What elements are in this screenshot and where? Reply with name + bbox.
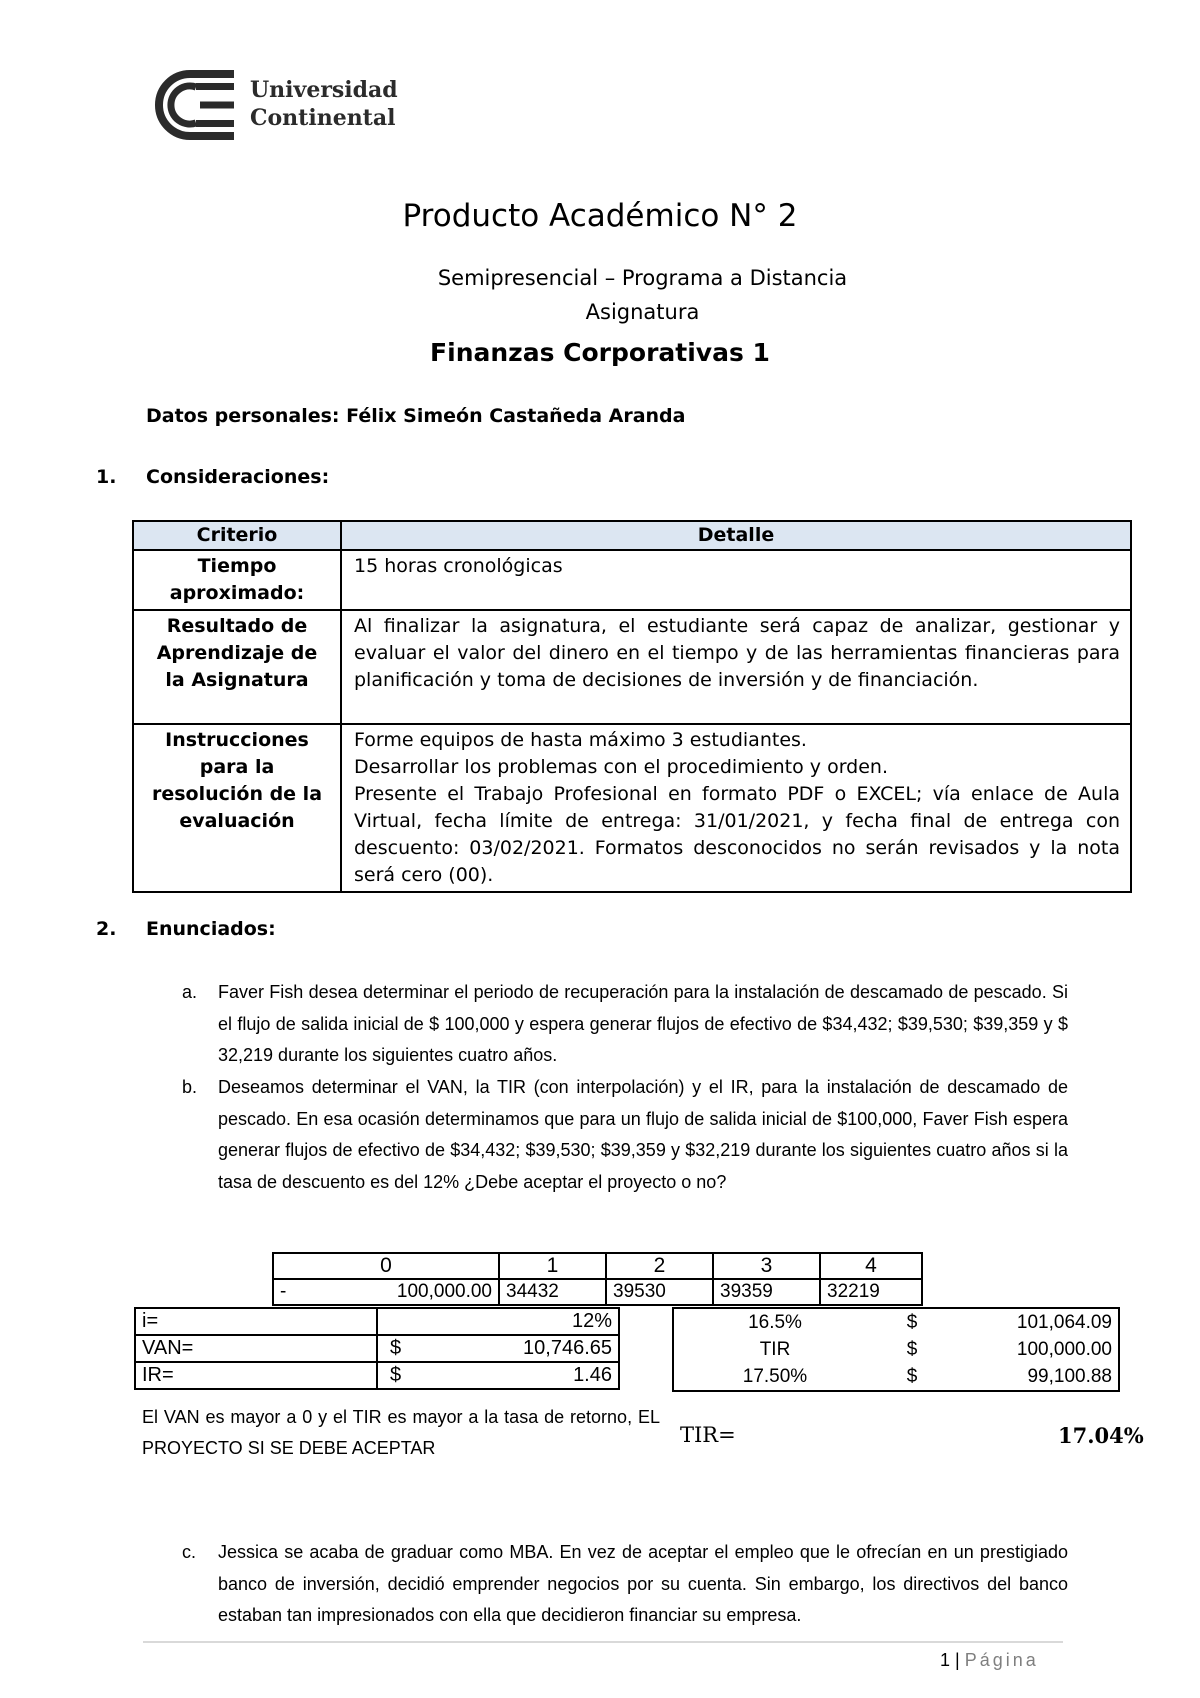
table-row — [135, 1362, 619, 1389]
period-cell: 1 — [499, 1253, 606, 1279]
van-value: 10,746.65 — [523, 1337, 612, 1359]
item-letter-c: c. — [182, 1542, 197, 1562]
rate-cell: 17.50% — [742, 1365, 808, 1387]
rate-cell: TIR — [759, 1338, 791, 1360]
col-detalle: Detalle — [341, 521, 1131, 550]
criterio-line: evaluación — [179, 810, 295, 832]
currency-cell: $ — [906, 1365, 918, 1387]
tir-value: 17.04% — [1058, 1423, 1144, 1448]
flow-value: 32219 — [820, 1279, 922, 1305]
period-cell: 3 — [713, 1253, 820, 1279]
ir-currency: $ — [390, 1364, 402, 1386]
university-logo-text — [250, 76, 398, 132]
flow-value: 34432 — [499, 1279, 606, 1305]
initial-outflow-cell — [273, 1279, 499, 1305]
criterio-line: Aprendizaje de — [156, 642, 318, 664]
footer-divider — [143, 1641, 1063, 1643]
detalle-cell — [341, 610, 1131, 724]
section-2-number: 2. — [96, 918, 117, 940]
criterio-line: Resultado de — [166, 615, 308, 637]
criterio-line: la Asignatura — [165, 669, 309, 691]
document-title: Producto Académico N° 2 — [402, 198, 798, 234]
table-row — [673, 1363, 1119, 1391]
item-text-b: Deseamos determinar el VAN, la TIR (con interpolación) y el IR, para la instalación de descamado de pescado. En esa ocasión determinamos que para un flujo de salida inicial de $100,000, Faver Fish espera generar flujos de efectivo de $34,432; $39,530; $39,359 y $32,219 durante los siguientes cuatro años si la tasa de descuento es del 12% ¿Debe aceptar el proyecto o no? — [218, 1077, 1068, 1192]
considerations-table — [132, 520, 1132, 893]
page-label: Página — [964, 1650, 1039, 1670]
period-row — [273, 1253, 922, 1279]
value-cell: 101,064.09 — [1016, 1311, 1112, 1333]
detalle-line: Presente el Trabajo Profesional en formato PDF o EXCEL; vía enlace de Aula Virtual, fecha límite de entrega: 31/01/2021, y fecha final de entrega con descuento: 03/02/2021. Formatos desconocidos no serán revisados y la nota será cero (00). — [354, 783, 1120, 886]
table-row — [135, 1308, 619, 1335]
footer-separator: | — [955, 1650, 960, 1670]
ir-value-cell — [377, 1362, 619, 1389]
subject-label: Asignatura — [585, 300, 700, 324]
section-2-title: Enunciados: — [146, 918, 276, 940]
ir-label: IR= — [135, 1362, 377, 1389]
detalle-line: Forme equipos de hasta máximo 3 estudiantes. — [354, 729, 807, 751]
period-cell: 0 — [273, 1253, 499, 1279]
criterio-cell — [133, 550, 341, 610]
item-text-a: Faver Fish desea determinar el periodo de recuperación para la instalación de descamado de pescado. Si el flujo de salida inicial de $ 100,000 y espera generar flujos de efectivo de $34,432; $39,530; $39,359 y $ 32,219 durante los siguientes cuatro años. — [218, 982, 1068, 1065]
metrics-table — [134, 1307, 620, 1390]
currency-cell: $ — [906, 1338, 918, 1360]
tir-label: TIR= — [680, 1423, 736, 1447]
i-value: 12% — [377, 1308, 619, 1335]
table-row — [135, 1335, 619, 1362]
page-footer — [940, 1650, 1039, 1671]
logo-line-1: Universidad — [250, 77, 398, 103]
university-logo-icon — [142, 70, 242, 140]
van-label: VAN= — [135, 1335, 377, 1362]
criterio-line: para la — [199, 756, 275, 778]
ir-value: 1.46 — [573, 1364, 612, 1386]
page-number: 1 — [940, 1650, 951, 1670]
period-cell: 2 — [606, 1253, 713, 1279]
table-row — [673, 1336, 1119, 1363]
criterio-line: Tiempo — [197, 555, 277, 577]
van-value-cell — [377, 1335, 619, 1362]
cash-flow-row — [273, 1279, 922, 1305]
flow-value: 39359 — [713, 1279, 820, 1305]
item-text-c: Jessica se acaba de graduar como MBA. En vez de aceptar el empleo que le ofrecían en un prestigiado banco de inversión, decidió emprender negocios por su cuenta. Sin embargo, los directivos del banco estaban tan impresionados con ella que decidieron financiar su empresa. — [218, 1542, 1068, 1625]
table-row — [133, 550, 1131, 610]
table-row — [673, 1308, 1119, 1336]
item-letter-b: b. — [182, 1077, 198, 1097]
section-1-number: 1. — [96, 466, 117, 488]
detalle-line: 15 horas cronológicas — [354, 555, 563, 577]
criterio-cell — [133, 610, 341, 724]
currency-cell: $ — [906, 1311, 918, 1333]
criterio-line: aproximado: — [169, 582, 305, 604]
personal-data: Datos personales: Félix Simeón Castañeda Aranda — [146, 405, 686, 427]
van-currency: $ — [390, 1337, 402, 1359]
rate-cell: 16.5% — [748, 1311, 802, 1333]
detalle-line: Al finalizar la asignatura, el estudiante será capaz de analizar, gestionar y evaluar el valor del dinero en el tiempo y de las herramientas financieras para planificación y toma de decisiones de inversión y de financiación. — [354, 615, 1120, 691]
period-cell: 4 — [820, 1253, 922, 1279]
detalle-cell — [341, 724, 1131, 892]
col-criterio: Criterio — [133, 521, 341, 550]
section-1-title: Consideraciones: — [146, 466, 330, 488]
flow-value: 100,000.00 — [396, 1281, 492, 1302]
criterio-cell — [133, 724, 341, 892]
criterio-line: Instrucciones — [165, 729, 309, 751]
criterio-line: resolución de la — [151, 783, 323, 805]
minus-sign: - — [280, 1281, 287, 1302]
conclusion-text: El VAN es mayor a 0 y el TIR es mayor a la tasa de retorno, EL PROYECTO SI SE DEBE ACEPTAR — [142, 1407, 660, 1458]
i-label: i= — [135, 1308, 377, 1335]
flow-value: 39530 — [606, 1279, 713, 1305]
value-cell: 100,000.00 — [1016, 1338, 1112, 1360]
table-row — [133, 724, 1131, 892]
value-cell: 99,100.88 — [1027, 1365, 1112, 1387]
table-row — [133, 610, 1131, 724]
modality-text: Semipresencial – Programa a Distancia — [437, 266, 848, 290]
detalle-line: Desarrollar los problemas con el procedimiento y orden. — [354, 756, 889, 778]
logo-line-2: Continental — [250, 105, 396, 131]
course-title: Finanzas Corporativas 1 — [430, 338, 770, 367]
cash-flow-table — [272, 1252, 923, 1306]
interpolation-table — [672, 1307, 1120, 1392]
detalle-cell — [341, 550, 1131, 610]
item-letter-a: a. — [182, 982, 198, 1002]
